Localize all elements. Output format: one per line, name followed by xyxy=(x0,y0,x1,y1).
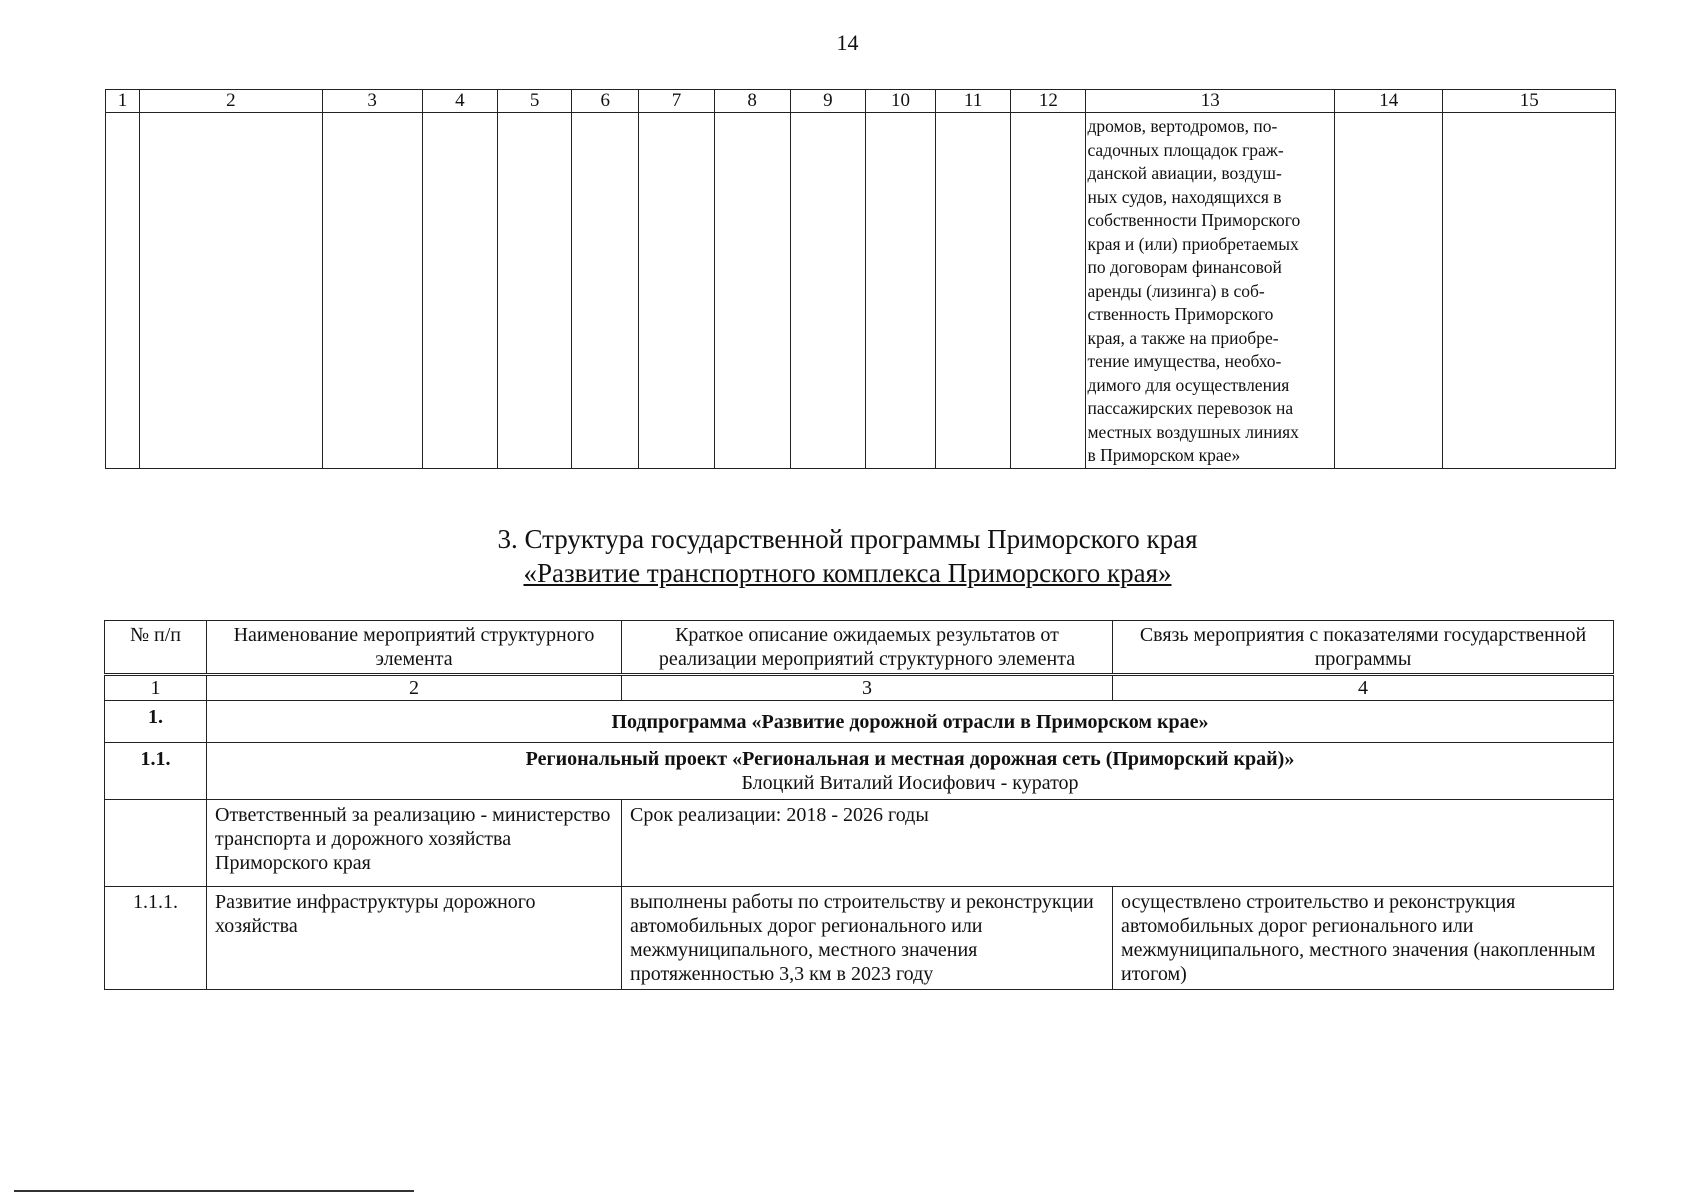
column-number: 8 xyxy=(714,90,790,113)
column-number: 12 xyxy=(1011,90,1086,113)
period-text: Срок реализации: 2018 - 2026 годы xyxy=(622,800,1614,887)
column-number: 4 xyxy=(1113,675,1614,701)
column-number: 10 xyxy=(865,90,935,113)
subprogram-number: 1. xyxy=(105,701,207,743)
column-number: 11 xyxy=(936,90,1011,113)
column-number: 3 xyxy=(622,675,1113,701)
section-title-line2: «Развитие транспортного комплекса Приморского края» xyxy=(523,558,1172,588)
column-number-row xyxy=(105,675,1614,701)
column-number: 1 xyxy=(106,90,140,113)
subprogram-title: Подпрограмма «Развитие дорожной отрасли в Приморском крае» xyxy=(207,701,1614,743)
section-title xyxy=(0,522,1695,590)
structure-table xyxy=(104,620,1614,990)
table-row xyxy=(105,887,1614,990)
project-title: Региональный проект «Региональная и местная дорожная сеть (Приморский край)» xyxy=(525,748,1295,770)
row-number: 1.1.1. xyxy=(105,887,207,990)
column-number: 2 xyxy=(207,675,622,701)
header-indicator: Связь мероприятия с показателями государственной программы xyxy=(1113,621,1614,675)
column-number: 9 xyxy=(790,90,865,113)
column-number: 3 xyxy=(322,90,422,113)
header-result: Краткое описание ожидаемых результатов от реализации мероприятий структурного элемента xyxy=(622,621,1113,675)
project-number: 1.1. xyxy=(105,743,207,800)
column-number: 2 xyxy=(140,90,322,113)
section-title-line1: 3. Структура государственной программы Приморского края xyxy=(497,524,1198,554)
column-number: 1 xyxy=(105,675,207,701)
page-number: 14 xyxy=(836,30,859,55)
column13-text: дромов, вертодромов, по- садочных площадок граж- данской авиации, воздуш- ных судов, находящихся в собственности Приморского края и (или) приобретаемых по договорам финансовой аренды (лизинга) в соб- ственность Приморского края, а также на приобре- тение имущества, необхо- димого для осуществления пассажирских перевозок на местных воздушных линиях в Приморском крае» xyxy=(1086,113,1335,469)
responsible-row xyxy=(105,800,1614,887)
column-number: 13 xyxy=(1086,90,1335,113)
column-number: 14 xyxy=(1335,90,1443,113)
continuation-table xyxy=(105,89,1616,469)
table-row xyxy=(106,113,1616,469)
row-result: выполнены работы по строительству и реконструкции автомобильных дорог регионального или межмуниципального, местного значения протяженностью 3,3 км в 2023 году xyxy=(622,887,1113,990)
table-header-row xyxy=(105,621,1614,675)
column-number: 6 xyxy=(572,90,639,113)
subprogram-row xyxy=(105,701,1614,743)
header-name: Наименование мероприятий структурного элемента xyxy=(207,621,622,675)
header-number: № п/п xyxy=(105,621,207,675)
column-number: 5 xyxy=(497,90,571,113)
project-row xyxy=(105,743,1614,800)
column-number: 4 xyxy=(422,90,497,113)
column-number: 7 xyxy=(639,90,714,113)
row-name: Развитие инфраструктуры дорожного хозяйства xyxy=(207,887,622,990)
project-curator: Блоцкий Виталий Иосифович - куратор xyxy=(741,772,1079,794)
column-number-row xyxy=(106,90,1616,113)
column-number: 15 xyxy=(1443,90,1616,113)
row-indicator: осуществлено строительство и реконструкция автомобильных дорог регионального или межмуниципального, местного значения (накопленным итогом) xyxy=(1113,887,1614,990)
project-cell xyxy=(207,743,1614,800)
responsible-text: Ответственный за реализацию - министерство транспорта и дорожного хозяйства Приморского края xyxy=(207,800,622,887)
footnote-separator xyxy=(14,1190,414,1192)
